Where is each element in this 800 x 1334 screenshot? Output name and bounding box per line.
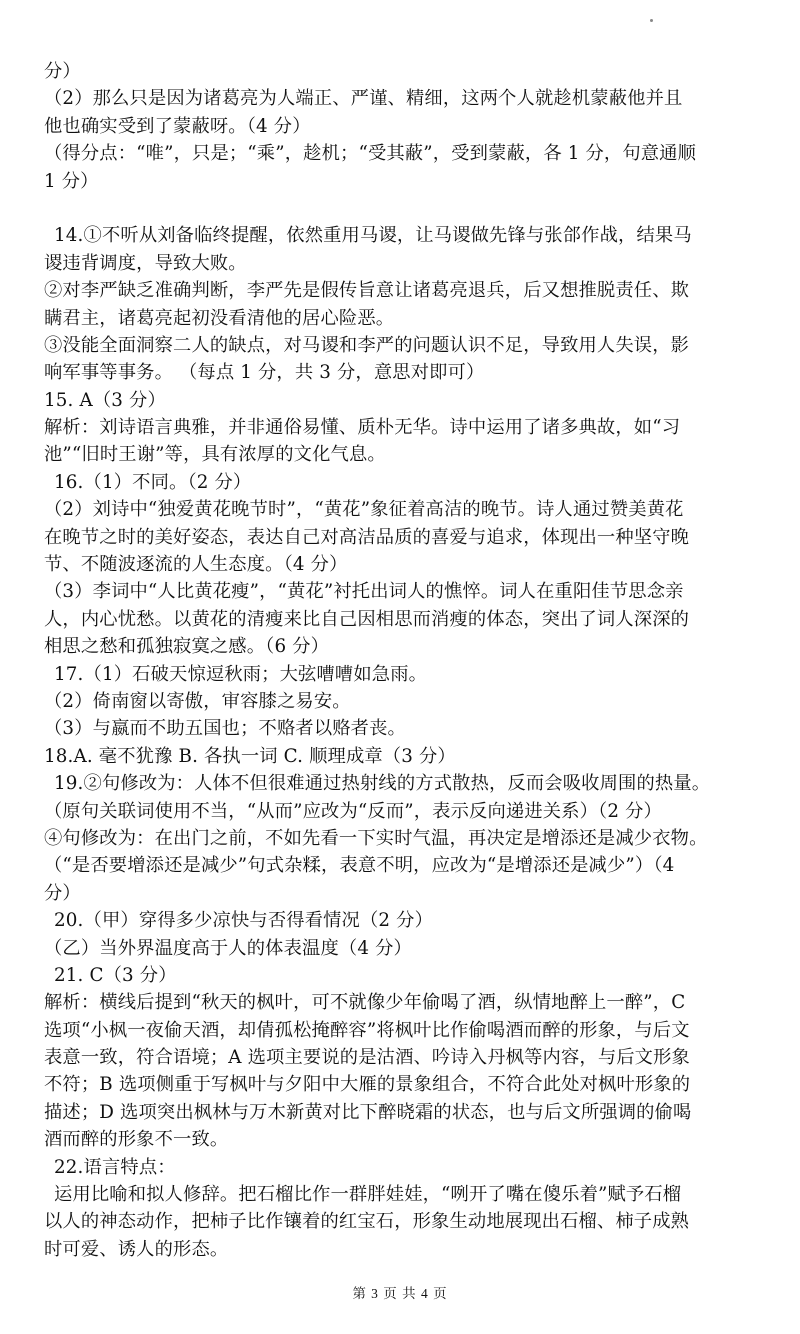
text-line: 解析：横线后提到“秋天的枫叶，可不就像少年偷喝了酒，纵情地醉上一醉”，C bbox=[44, 992, 686, 1014]
text-line: 他也确实受到了蒙蔽呀。（4 分） bbox=[44, 115, 311, 137]
text-line: 表意一致，符合语境；A 选项主要说的是沽酒、吟诗入丹枫等内容，与后文形象 bbox=[44, 1047, 690, 1069]
text-line: 池”“旧时王谢”等，具有浓厚的文化气息。 bbox=[44, 444, 386, 466]
answer-block-14 bbox=[44, 222, 768, 386]
text-line: （3）李词中“人比黄花瘦”，“黄花”衬托出词人的憔悴。词人在重阳佳节思念亲 bbox=[44, 581, 684, 603]
answer-block-20 bbox=[44, 907, 768, 962]
text-line: 瞒君主，诸葛亮起初没看清他的居心险恶。 bbox=[44, 307, 395, 329]
text-line: ③没能全面洞察二人的缺点，对马谡和李严的问题认识不足，导致用人失误，影 bbox=[44, 334, 690, 356]
text-line: 以人的神态动作，把柿子比作镶着的红宝石，形象生动地展现出石榴、柿子成熟 bbox=[44, 1211, 690, 1233]
text-line: 18.A. 毫不犹豫 B. 各执一词 C. 顺理成章（3 分） bbox=[44, 745, 456, 767]
answer-block-17 bbox=[44, 661, 768, 743]
text-line: 时可爱、诱人的形态。 bbox=[44, 1238, 229, 1260]
text-line: 相思之愁和孤独寂寞之感。（6 分） bbox=[44, 636, 330, 658]
text-line: ②对李严缺乏准确判断，李严先是假传旨意让诸葛亮退兵，后又想推脱责任、欺 bbox=[44, 280, 690, 302]
text-line: 响军事等事务。 （每点 1 分，共 3 分，意思对即可） bbox=[44, 362, 485, 384]
text-line: 20.（甲）穿得多少凉快与否得看情况（2 分） bbox=[54, 910, 434, 932]
text-line: （“是否要增添还是减少”句式杂糅，表意不明，应改为“是增添还是减少”）（4 bbox=[44, 855, 675, 877]
text-line: 不符；B 选项侧重于写枫叶与夕阳中大雁的景象组合，不符合此处对枫叶形象的 bbox=[44, 1074, 691, 1096]
text-line: （2）倚南窗以寄傲，审容膝之易安。 bbox=[44, 690, 351, 712]
text-line: （3）与嬴而不助五国也；不赂者以赂者丧。 bbox=[44, 718, 406, 740]
text-line: 选项“小枫一夜偷天酒，却倩孤松掩醉容”将枫叶比作偷喝酒而醉的形象，与后文 bbox=[44, 1019, 690, 1041]
page-number: 第 3 页 共 4 页 bbox=[352, 1286, 448, 1301]
text-line: 17.（1）石破天惊逗秋雨；大弦嘈嘈如急雨。 bbox=[54, 663, 428, 685]
text-line: （乙）当外界温度高于人的体表温度（4 分） bbox=[44, 937, 412, 959]
text-line: 15. A（3 分） bbox=[44, 389, 166, 411]
answer-page bbox=[44, 58, 768, 1263]
text-line: ④句修改为：在出门之前，不如先看一下实时气温，再决定是增添还是减少衣物。 bbox=[44, 827, 708, 849]
text-line: 谡违背调度，导致大败。 bbox=[44, 252, 247, 274]
text-line: （2）刘诗中“独爱黄花晚节时”，“黄花”象征着高洁的晚节。诗人通过赞美黄花 bbox=[44, 499, 684, 521]
text-line: 分） bbox=[44, 61, 81, 82]
text-line: 21. C（3 分） bbox=[54, 964, 177, 986]
text-line: 描述；D 选项突出枫林与万木新黄对比下醉晓霜的状态，也与后文所强调的偷喝 bbox=[44, 1101, 692, 1123]
answer-block-21 bbox=[44, 962, 768, 1154]
text-line: 人，内心忧愁。以黄花的清瘦来比自己因相思而消瘦的体态，突出了词人深深的 bbox=[44, 608, 690, 630]
text-line: （得分点：“唯”，只是；“乘”，趁机；“受其蔽”，受到蒙蔽，各 1 分，句意通顺 bbox=[44, 143, 697, 165]
text-line: 16.（1）不同。（2 分） bbox=[54, 471, 252, 493]
text-line: 1 分） bbox=[44, 170, 99, 192]
text-line: 14.①不听从刘备临终提醒，依然重用马谡，让马谡做先锋与张郃作战，结果马 bbox=[54, 225, 692, 247]
answer-block-22 bbox=[44, 1154, 768, 1264]
text-line: 运用比喻和拟人修辞。把石榴比作一群胖娃娃，“咧开了嘴在傻乐着”赋予石榴 bbox=[54, 1184, 682, 1206]
text-line: 酒而醉的形象不一致。 bbox=[44, 1129, 229, 1151]
text-line: 节、不随波逐流的人生态度。（4 分） bbox=[44, 554, 348, 576]
answer-block-13-2 bbox=[44, 58, 768, 195]
text-line: 解析：刘诗语言典雅，并非通俗易懂、质朴无华。诗中运用了诸多典故，如“习 bbox=[44, 417, 681, 439]
text-line: （原句关联词使用不当，“从而”应改为“反而”，表示反向递进关系）（2 分） bbox=[44, 800, 662, 822]
spacer bbox=[44, 195, 768, 222]
answer-block-18 bbox=[44, 743, 768, 770]
text-line: 分） bbox=[44, 882, 81, 904]
text-line: 19.②句修改为：人体不但很难通过热射线的方式散热，反而会吸收周围的热量。 bbox=[54, 773, 711, 795]
text-line: 22.语言特点： bbox=[54, 1156, 176, 1178]
answer-block-16 bbox=[44, 469, 768, 661]
text-line: （2）那么只是因为诸葛亮为人端正、严谨、精细，这两个人就趁机蒙蔽他并且 bbox=[44, 88, 683, 110]
text-line: 在晚节之时的美好姿态，表达自己对高洁品质的喜爱与追求，体现出一种坚守晚 bbox=[44, 526, 690, 548]
answer-block-15 bbox=[44, 387, 768, 469]
answer-block-19 bbox=[44, 770, 768, 907]
scan-speck bbox=[650, 19, 653, 22]
